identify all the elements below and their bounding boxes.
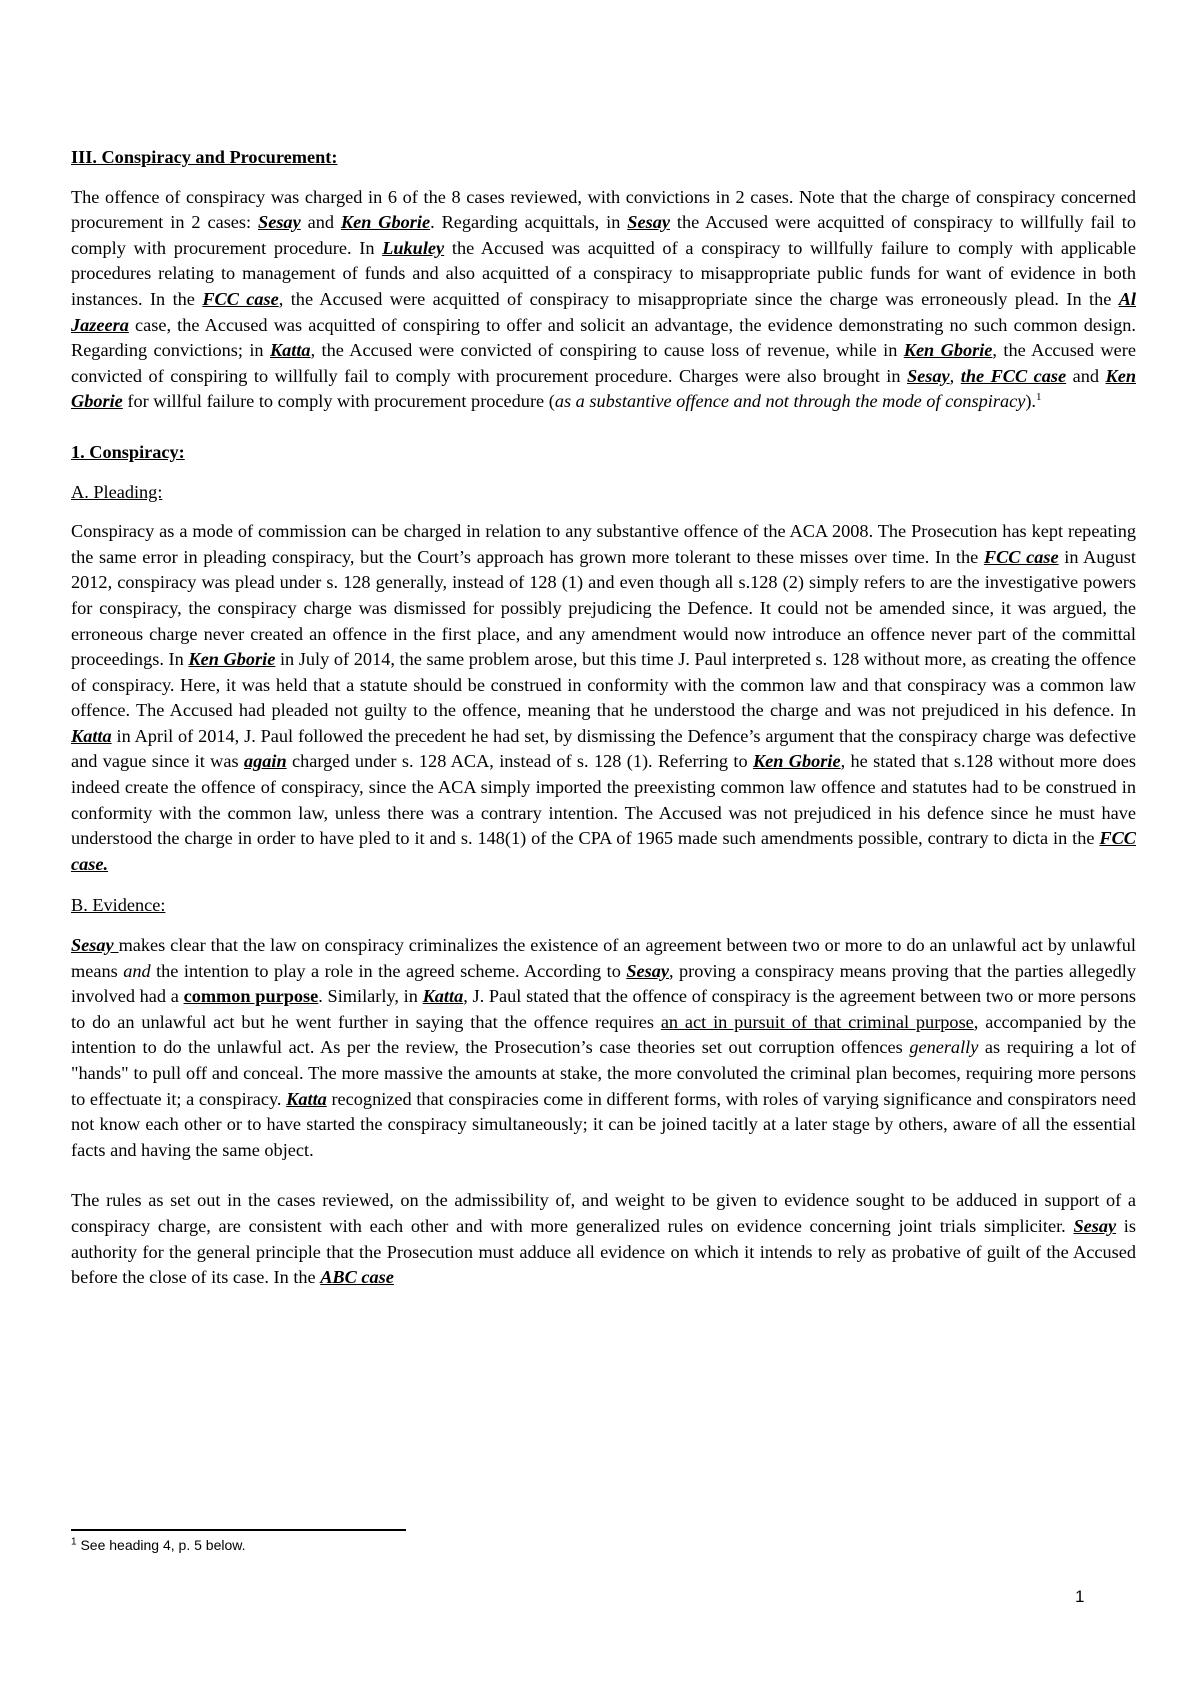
case-reference: FCC case (983, 546, 1059, 567)
evidence-heading: B. Evidence: (71, 895, 166, 916)
case-reference: Sesay (907, 365, 950, 386)
case-reference: Katta (269, 340, 311, 361)
case-reference: Sesay (627, 212, 670, 233)
case-reference: Ken Gborie (340, 212, 431, 233)
section-heading: III. Conspiracy and Procurement: (71, 147, 338, 167)
case-reference: Katta (71, 725, 112, 746)
case-reference: Katta (286, 1088, 327, 1109)
subsection-heading: 1. Conspiracy: (71, 441, 185, 462)
emphasis-common-purpose: common purpose (183, 986, 319, 1007)
evidence-paragraph-2: The rules as set out in the cases reviewed, on the admissibility of, and weight to be given to evidence sought to be adduced in support of a conspiracy charge, are consistent with each other and with more generalized rules on evidence concerning joint trials simpliciter. Sesay is authority for the general principle that the Prosecution must adduce all evidence on which it intends to rely as probative of guilt of the Accused before the close of its case. In the ABC case (71, 1190, 1136, 1288)
case-reference: Katta (422, 986, 464, 1007)
intro-paragraph: The offence of conspiracy was charged in 6 of the 8 cases reviewed, with convictions in 2 cases. Note that the charge of conspiracy concerned procurement in 2 cases: Sesay and Ken Gborie. Regarding acquittals, in Sesay the Accused were acquitted of conspiracy to willfully fail to comply with procurement procedure. In Lukuley the Accused was acquitted of a conspiracy to willfully failure to comply with applicable procedures relating to management of funds and also acquitted of a conspiracy to misappropriate public funds for want of evidence in both instances. In the FCC case, the Accused were acquitted of conspiracy to misappropriate since the charge was erroneously plead. In the Al Jazeera case, the Accused was acquitted of conspiring to offer and solicit an advantage, the evidence demonstrating no such common design. Regarding convictions; in Katta, the Accused were convicted of conspiring to cause loss of revenue, while in Ken Gborie, the Accused were convicted of conspiring to willfully fail to comply with procurement procedure. Charges were also brought in Sesay, the FCC case and Ken Gborie for willful failure to comply with procurement procedure (as a substantive offence and not through the mode of conspiracy).$^1$ (71, 186, 1136, 412)
pleading-paragraph: Conspiracy as a mode of commission can be charged in relation to any substantive offence of the ACA 2008. The Prosecution has kept repeating the same error in pleading conspiracy, but the Court’s approach has grown more tolerant to these misses over time. In the FCC case in August 2012, conspiracy was plead under s. 128 generally, instead of 128 (1) and even though all s.128 (2) simply refers to are the investigative powers for conspiracy, the conspiracy charge was dismissed for possibly prejudicing the Defence. It could not be amended since, it was argued, the erroneous charge never created an offence in the first place, and any amendment would now introduce an offence never part of the committal proceedings. In Ken Gborie in July of 2014, the same problem arose, but this time J. Paul interpreted s. 128 without more, as creating the offence of conspiracy. Here, it was held that a statute should be construed in conformity with the common law and that conspiracy was a common law offence. The Accused had pleaded not guilty to the offence, meaning that he understood the charge and was not prejudiced in his defence. In Katta in April of 2014, J. Paul followed the precedent he had set, by dismissing the Defence’s argument that the conspiracy charge was defective and vague since it was again charged under s. 128 ACA, instead of s. 128 (1). Referring to Ken Gborie, he stated that s.128 without more does indeed create the offence of conspiracy, since the ACA simply imported the preexisting common law offence and statutes had to be construed in conformity with the common law, unless there was a contrary intention. The Accused was not prejudiced in his defence since he must have understood the charge in order to have pled to it and s. 148(1) of the CPA of 1965 made such amendments possible, contrary to dicta in the FCC case. (71, 521, 1136, 874)
case-reference: Sesay (258, 212, 301, 233)
case-reference: Ken Gborie (71, 365, 1136, 412)
page-number: 1 (1075, 1587, 1085, 1606)
case-reference: Ken Gborie (903, 340, 993, 361)
emphasis-criminal-purpose: an act in pursuit of that criminal purpose (660, 1011, 974, 1032)
footnote-number: 1 (71, 1536, 77, 1548)
case-reference: Sesay (1073, 1215, 1117, 1236)
case-reference: Ken Gborie (752, 751, 841, 772)
case-reference: Ken Gborie (188, 649, 276, 670)
case-reference: Sesay (626, 960, 669, 981)
pleading-heading: A. Pleading: (71, 481, 163, 502)
evidence-paragraph-1: Sesay makes clear that the law on conspiracy criminalizes the existence of an agreement between two or more to do an unlawful act by unlawful means and the intention to play a role in the agreed scheme. According to Sesay, proving a conspiracy means proving that the parties allegedly involved had a common purpose. Similarly, in Katta, J. Paul stated that the offence of conspiracy is the agreement between two or more persons to do an unlawful act but he went further in saying that the offence requires an act in pursuit of that criminal purpose, accompanied by the intention to do the unlawful act. As per the review, the Prosecution’s case theories set out corruption offences generally as requiring a lot of "hands" to pull off and conceal. The more massive the amounts at stake, the more convoluted the criminal plan becomes, requiring more persons to effectuate it; a conspiracy. Katta recognized that conspiracies come in different forms, with roles of varying significance and conspirators need not know each other or to have started the conspiracy simultaneously; it can be joined tacitly at a later stage by others, aware of all the essential facts and having the same object. (71, 935, 1136, 1160)
case-reference: FCC case (202, 288, 279, 309)
emphasis-again: again (243, 751, 287, 772)
footnote-text: See heading 4, p. 5 below. (80, 1537, 246, 1553)
footnote-reference[interactable]: 1 (1036, 391, 1042, 404)
footnote-divider (71, 1529, 406, 1531)
case-reference: FCC case. (71, 828, 1136, 874)
case-reference: the FCC case (960, 365, 1067, 386)
page-body (71, 145, 1136, 1307)
footnote (71, 1537, 245, 1553)
case-reference: Al Jazeera (71, 288, 1136, 335)
case-reference: ABC case (320, 1267, 394, 1288)
case-reference: Sesay (71, 935, 119, 956)
case-reference: Lukuley (382, 237, 445, 258)
